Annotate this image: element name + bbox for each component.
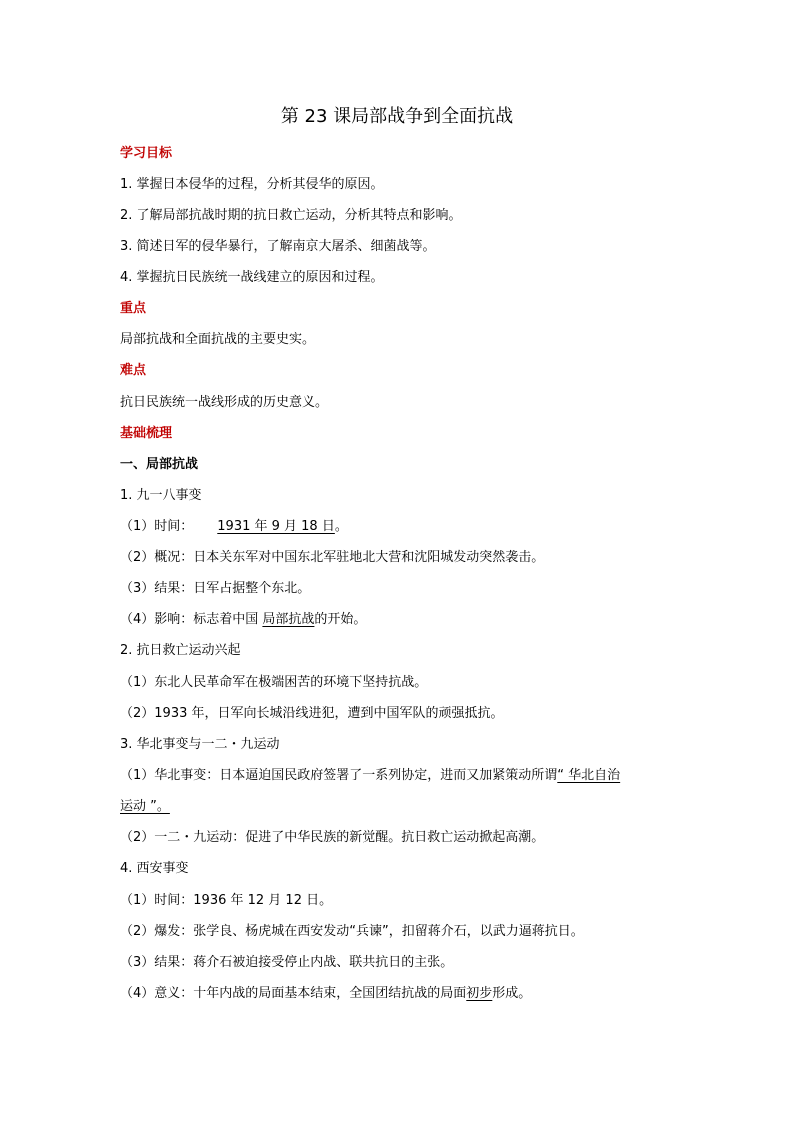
subsection-xian-meaning xyxy=(120,985,531,1003)
subsection-918-title: 1. 九一八事变 xyxy=(120,488,202,503)
difficulty-text: 抗日民族统一战线形成的历史意义。 xyxy=(120,395,329,410)
subsection-huabei-1 xyxy=(120,767,620,785)
subsection-xian-title: 4. 西安事变 xyxy=(120,861,189,876)
difficulty-heading: 难点 xyxy=(120,363,147,378)
review-heading: 基础梳理 xyxy=(120,426,173,441)
objective-item-1: 1. 掌握日本侵华的过程，分析其侵华的原因。 xyxy=(120,177,384,192)
subsection-918-overview: （2）概况：日本关东军对中国东北军驻地北大营和沈阳城发动突然袭击。 xyxy=(120,550,545,565)
meaning-label: （4）意义：十年内战的局面基本结束，全国团结抗战的局面 xyxy=(120,986,467,1001)
subsection-918-impact xyxy=(120,611,366,629)
key-point-text: 局部抗战和全面抗战的主要史实。 xyxy=(120,332,316,347)
objective-item-4: 4. 掌握抗日民族统一战线建立的原因和过程。 xyxy=(120,270,384,285)
huabei-answer-cont: 运动 ”。 xyxy=(120,799,170,814)
subsection-xian-result: （3）结果：蒋介石被迫接受停止内战、联共抗日的主张。 xyxy=(120,955,454,970)
impact-end: 的开始。 xyxy=(314,612,367,627)
subsection-resistance-title: 2. 抗日救亡运动兴起 xyxy=(120,643,241,658)
huabei-text: （1）华北事变：日本逼迫国民政府签署了一系列协定，进而又加紧策动所谓 xyxy=(120,768,558,783)
time-answer: 1931 年 9 月 18 日 xyxy=(217,519,335,534)
meaning-answer: 初步 xyxy=(466,986,493,1001)
huabei-answer: “ 华北自治 xyxy=(557,768,621,783)
time-end: 。 xyxy=(334,519,348,534)
subsection-xian-outbreak: （2）爆发：张学良、杨虎城在西安发动“兵谏”，扣留蒋介石，以武力逼蒋抗日。 xyxy=(120,924,584,939)
subsection-918-result: （3）结果：日军占据整个东北。 xyxy=(120,581,311,596)
objectives-heading: 学习目标 xyxy=(120,146,173,161)
objective-item-2: 2. 了解局部抗战时期的抗日救亡运动，分析其特点和影响。 xyxy=(120,208,462,223)
objective-item-3: 3. 简述日军的侵华暴行，了解南京大屠杀、细菌战等。 xyxy=(120,239,436,254)
subsection-resistance-1: （1）东北人民革命军在极端困苦的环境下坚持抗战。 xyxy=(120,675,428,690)
subsection-resistance-2: （2）1933 年，日军向长城沿线进犯，遭到中国军队的顽强抵抗。 xyxy=(120,706,504,721)
subsection-xian-time: （1）时间：1936 年 12 月 12 日。 xyxy=(120,893,333,908)
subsection-huabei-1-cont xyxy=(120,798,170,816)
impact-label: （4）影响：标志着中国 xyxy=(120,612,263,627)
meaning-end: 形成。 xyxy=(492,986,532,1001)
key-point-heading: 重点 xyxy=(120,301,147,316)
subsection-huabei-title: 3. 华北事变与一二・九运动 xyxy=(120,737,280,752)
page-title: 第 23 课局部战争到全面抗战 xyxy=(280,106,514,127)
subsection-918-time xyxy=(120,518,348,536)
impact-answer: 局部抗战 xyxy=(262,612,315,627)
time-label: （1）时间： xyxy=(120,519,194,534)
section-local-resistance: 一、局部抗战 xyxy=(120,457,199,472)
subsection-huabei-2: （2）一二・九运动：促进了中华民族的新觉醒。抗日救亡运动掀起高潮。 xyxy=(120,830,545,845)
